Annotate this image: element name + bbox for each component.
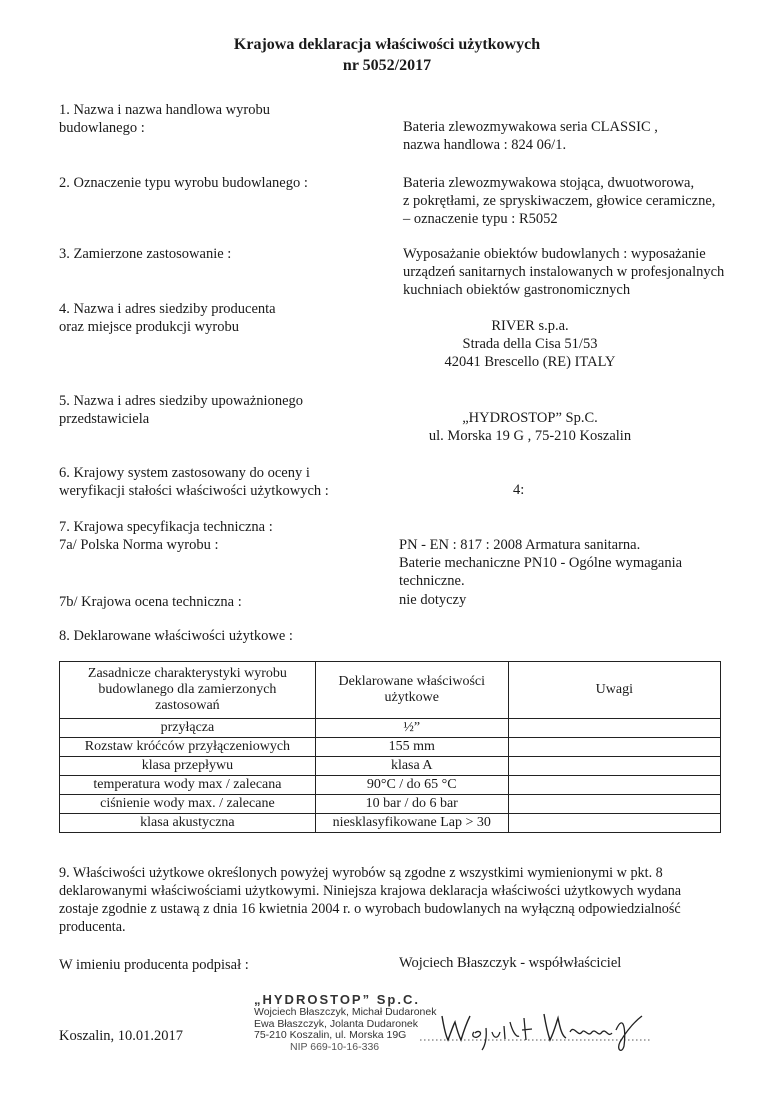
table-header-declared: Deklarowane właściwości użytkowe [315,662,508,719]
section-8-label: 8. Deklarowane właściwości użytkowe : [59,628,293,644]
table-cell: 90°C / do 65 °C [315,776,508,795]
handwritten-signature [420,1002,660,1058]
section-7b-value: nie dotyczy [399,592,467,608]
section-4-label: 4. Nazwa i adres siedziby producenta oraz miejsce produkcji wyrobu [59,301,276,335]
section-6-label: 6. Krajowy system zastosowany do oceny i weryfikacji stałości właściwości użytkowych : [59,465,329,499]
table-header-characteristics: Zasadnicze charakterystyki wyrobu budowlanego dla zamierzonych zastosowań [60,662,316,719]
stamp-line: 75-210 Koszalin, ul. Morska 19G [254,1029,407,1041]
stamp-title: „HYDROSTOP” Sp.C. [254,992,420,1007]
document-number: nr 5052/2017 [342,57,432,74]
table-cell: klasa A [315,757,508,776]
stamp-line: Wojciech Błaszczyk, Michał Dudaronek [254,1006,437,1018]
section-6-value: 4: [513,482,525,498]
section-7b-label: 7b/ Krajowa ocena techniczna : [59,594,242,610]
section-7-label: 7. Krajowa specyfikacja techniczna : [59,519,273,535]
section-7a-label: 7a/ Polska Norma wyrobu : [59,537,219,553]
signer-name: Wojciech Błaszczyk - współwłaściciel [399,955,622,971]
table-row [60,776,721,795]
table-row [60,757,721,776]
table-cell [508,738,720,757]
section-3-value: Wyposażanie obiektów budowlanych : wyposażanie urządzeń sanitarnych instalowanych w profesjonalnych kuchniach obiektów gastronomicznych [403,246,725,298]
section-5-value: „HYDROSTOP” Sp.C. ul. Morska 19 G , 75-210 Koszalin [428,410,632,444]
place-date: Koszalin, 10.01.2017 [59,1028,184,1044]
table-header-row [60,662,721,719]
table-cell: niesklasyfikowane Lap > 30 [315,814,508,833]
section-5-label: 5. Nazwa i adres siedziby upoważnionego przedstawiciela [59,393,304,427]
table-cell: temperatura wody max / zalecana [60,776,316,795]
table-cell: Rozstaw króćców przyłączeniowych [60,738,316,757]
table-cell: klasa przepływu [60,757,316,776]
table-cell: ½” [315,719,508,738]
table-cell: 10 bar / do 6 bar [315,795,508,814]
table-cell: ciśnienie wody max. / zalecane [60,795,316,814]
table-header-remarks: Uwagi [508,662,720,719]
table-cell [508,757,720,776]
table-cell [508,795,720,814]
table-row [60,719,721,738]
section-1-value: Bateria zlewozmywakowa seria CLASSIC , nazwa handlowa : 824 06/1. [403,119,658,153]
table-row [60,795,721,814]
table-cell: 155 mm [315,738,508,757]
properties-table [59,661,721,833]
signature-label: W imieniu producenta podpisał : [59,957,249,973]
table-cell [508,814,720,833]
document-title: Krajowa deklaracja właściwości użytkowych [233,36,541,53]
table-cell [508,719,720,738]
table-row [60,738,721,757]
section-2-label: 2. Oznaczenie typu wyrobu budowlanego : [59,175,308,191]
table-cell: klasa akustyczna [60,814,316,833]
section-2-value: Bateria zlewozmywakowa stojąca, dwuotworowa, z pokrętłami, ze spryskiwaczem, głowice ceramiczne, – oznaczenie typu : R5052 [403,175,716,227]
table-cell [508,776,720,795]
section-9-text: 9. Właściwości użytkowe określonych powyżej wyrobów są zgodne z wszystkimi wymienionymi w pkt. 8 deklarowanymi właściwościami użytkowymi. Niniejsza krajowa deklaracja właściwości użytkowych wydana zostaje zgodnie z ustawą z dnia 16 kwietnia 2004 r. o wyrobach budowlanych na wyłączną odpowiedzialność producenta. [59,865,682,935]
stamp-line: NIP 669-10-16-336 [290,1040,380,1053]
section-1-label: 1. Nazwa i nazwa handlowa wyrobu budowlanego : [59,102,270,136]
section-7a-value: PN - EN : 817 : 2008 Armatura sanitarna. Baterie mechaniczne PN10 - Ogólne wymagania techniczne. [399,537,683,589]
table-row [60,814,721,833]
company-stamp [254,992,436,1053]
section-3-label: 3. Zamierzone zastosowanie : [59,246,232,262]
section-4-value: RIVER s.p.a. Strada della Cisa 51/53 42041 Brescello (RE) ITALY [444,318,616,370]
table-cell: przyłącza [60,719,316,738]
stamp-line: Ewa Błaszczyk, Jolanta Dudaronek [254,1017,418,1030]
